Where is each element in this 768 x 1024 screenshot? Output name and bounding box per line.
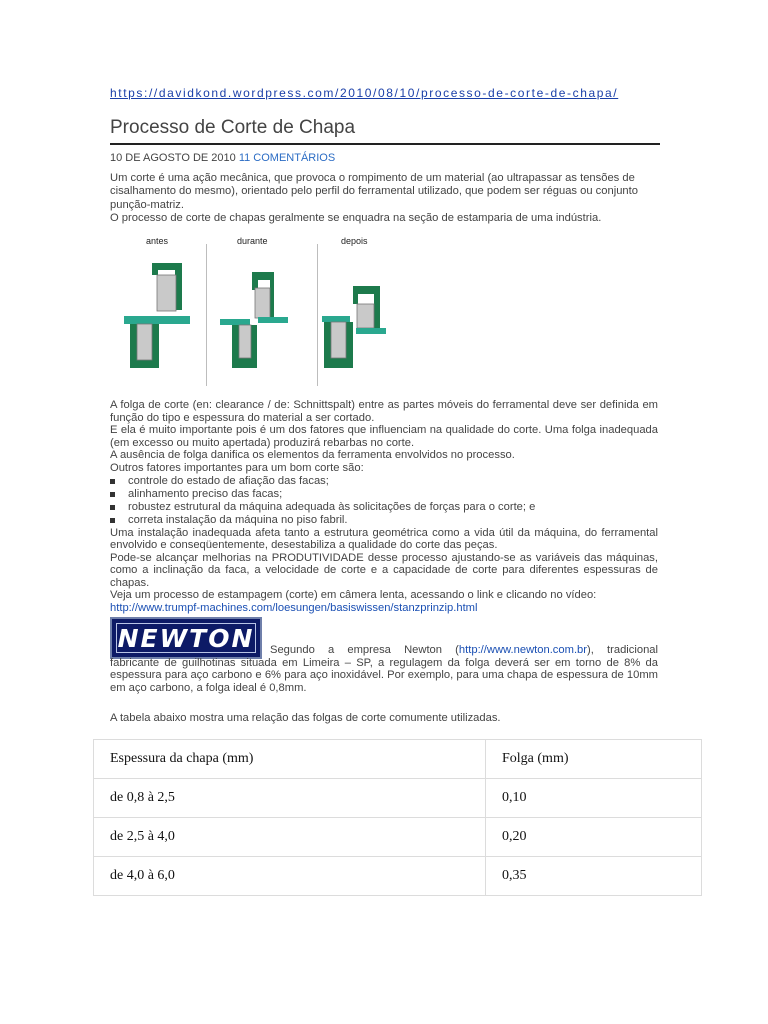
newton-paragraph (110, 644, 658, 694)
table-row (94, 779, 702, 818)
table-header-row (94, 740, 702, 779)
article-body (110, 399, 658, 615)
cutting-process-figure (120, 232, 420, 392)
factors-list (110, 475, 658, 527)
newton-link[interactable]: http://www.newton.com.br (458, 644, 587, 656)
paragraph-produtividade: Pode-se alcançar melhorias na PRODUTIVIDADE desse processo ajustando-se as variáveis das máquinas, como a inclinação da faca, a velocidade de corte e a capacidade de corte para diferentes espessuras de chapas. (110, 551, 658, 589)
stage-antes (124, 263, 190, 368)
folgas-table (93, 739, 702, 896)
table-cell: de 4,0 à 6,0 (94, 857, 486, 896)
list-item: alinhamento preciso das facas; (110, 488, 658, 501)
post-date: 10 DE AGOSTO DE 2010 (110, 152, 236, 164)
newton-logo-text: NEWTON (117, 623, 255, 653)
cutting-process-diagram (120, 232, 420, 392)
paragraph-importancia: E ela é muito importante pois é um dos fatores que influenciam na qualidade do corte. Uma folga inadequada (em excesso ou muito apertada) produzirá rebarbas no corte. (110, 424, 658, 449)
comments-link[interactable]: 11 COMENTÁRIOS (238, 152, 336, 164)
intro-text (110, 172, 662, 226)
figure-label-durante: durante (237, 236, 268, 246)
list-item: controle do estado de afiação das facas; (110, 475, 658, 488)
table-caption: A tabela abaixo mostra uma relação das folgas de corte comumente utilizadas. (110, 712, 501, 724)
table-cell: 0,10 (486, 779, 702, 818)
intro-paragraph-1: Um corte é uma ação mecânica, que provoca o rompimento de um material (ao ultrapassar as tensões de cisalhamento do mesmo), orientado pelo perfil do ferramental utilizado, que podem ser réguas ou conjunto punção-matriz. (110, 172, 638, 211)
figure-label-antes: antes (146, 236, 169, 246)
stage-durante (220, 272, 288, 368)
table-row (94, 857, 702, 896)
table-cell: 0,20 (486, 818, 702, 857)
table-cell: de 0,8 à 2,5 (94, 779, 486, 818)
list-item: correta instalação da máquina no piso fabril. (110, 514, 658, 527)
source-url-link[interactable]: https://davidkond.wordpress.com/2010/08/10/processo-de-corte-de-chapa/ (110, 86, 619, 100)
newton-text-after: ), tradicional fabricante de guilhotinas situada em Limeira – SP, a regulagem da folga deverá ser em torno de 8% da espessura para aço carbono e 6% para aço inoxidável. Por exemplo, para uma chapa de espessura de 10mm em aço carbono, a folga ideal é 0,8mm. (110, 644, 659, 694)
header-cell-espessura: Espessura da chapa (mm) (94, 740, 486, 779)
stage-depois (322, 286, 386, 368)
figure-label-depois: depois (341, 236, 368, 246)
paragraph-folga: A folga de corte (en: clearance / de: Schnittspalt) entre as partes móveis do ferramental deve ser definida em função do tipo e espessura do material a ser cortado. (110, 399, 658, 424)
video-link[interactable]: http://www.trumpf-machines.com/loesungen/basiswissen/stanzprinzip.html (110, 602, 478, 615)
post-meta (110, 152, 335, 164)
page-title: Processo de Corte de Chapa (110, 117, 660, 145)
paragraph-fatores: Outros fatores importantes para um bom corte são: (110, 461, 364, 474)
paragraph-video: Veja um processo de estampagem (corte) em câmera lenta, acessando o link e clicando no vídeo: (110, 589, 597, 602)
table-cell: de 2,5 à 4,0 (94, 818, 486, 857)
table-row (94, 818, 702, 857)
intro-paragraph-2: O processo de corte de chapas geralmente se enquadra na seção de estamparia de uma indústria. (110, 212, 602, 225)
header-cell-folga: Folga (mm) (486, 740, 702, 779)
paragraph-ausencia: A ausência de folga danifica os elementos da ferramenta envolvidos no processo. (110, 449, 515, 462)
list-item: robustez estrutural da máquina adequada às solicitações de forças para o corte; e (110, 501, 658, 514)
newton-text-before: Segundo a empresa Newton ( (270, 644, 459, 656)
table-cell: 0,35 (486, 857, 702, 896)
paragraph-instalacao: Uma instalação inadequada afeta tanto a estrutura geométrica como a vida útil da máquina, do ferramental envolvido e conseqüentemente, desestabiliza a qualidade do corte das peças. (110, 526, 658, 552)
